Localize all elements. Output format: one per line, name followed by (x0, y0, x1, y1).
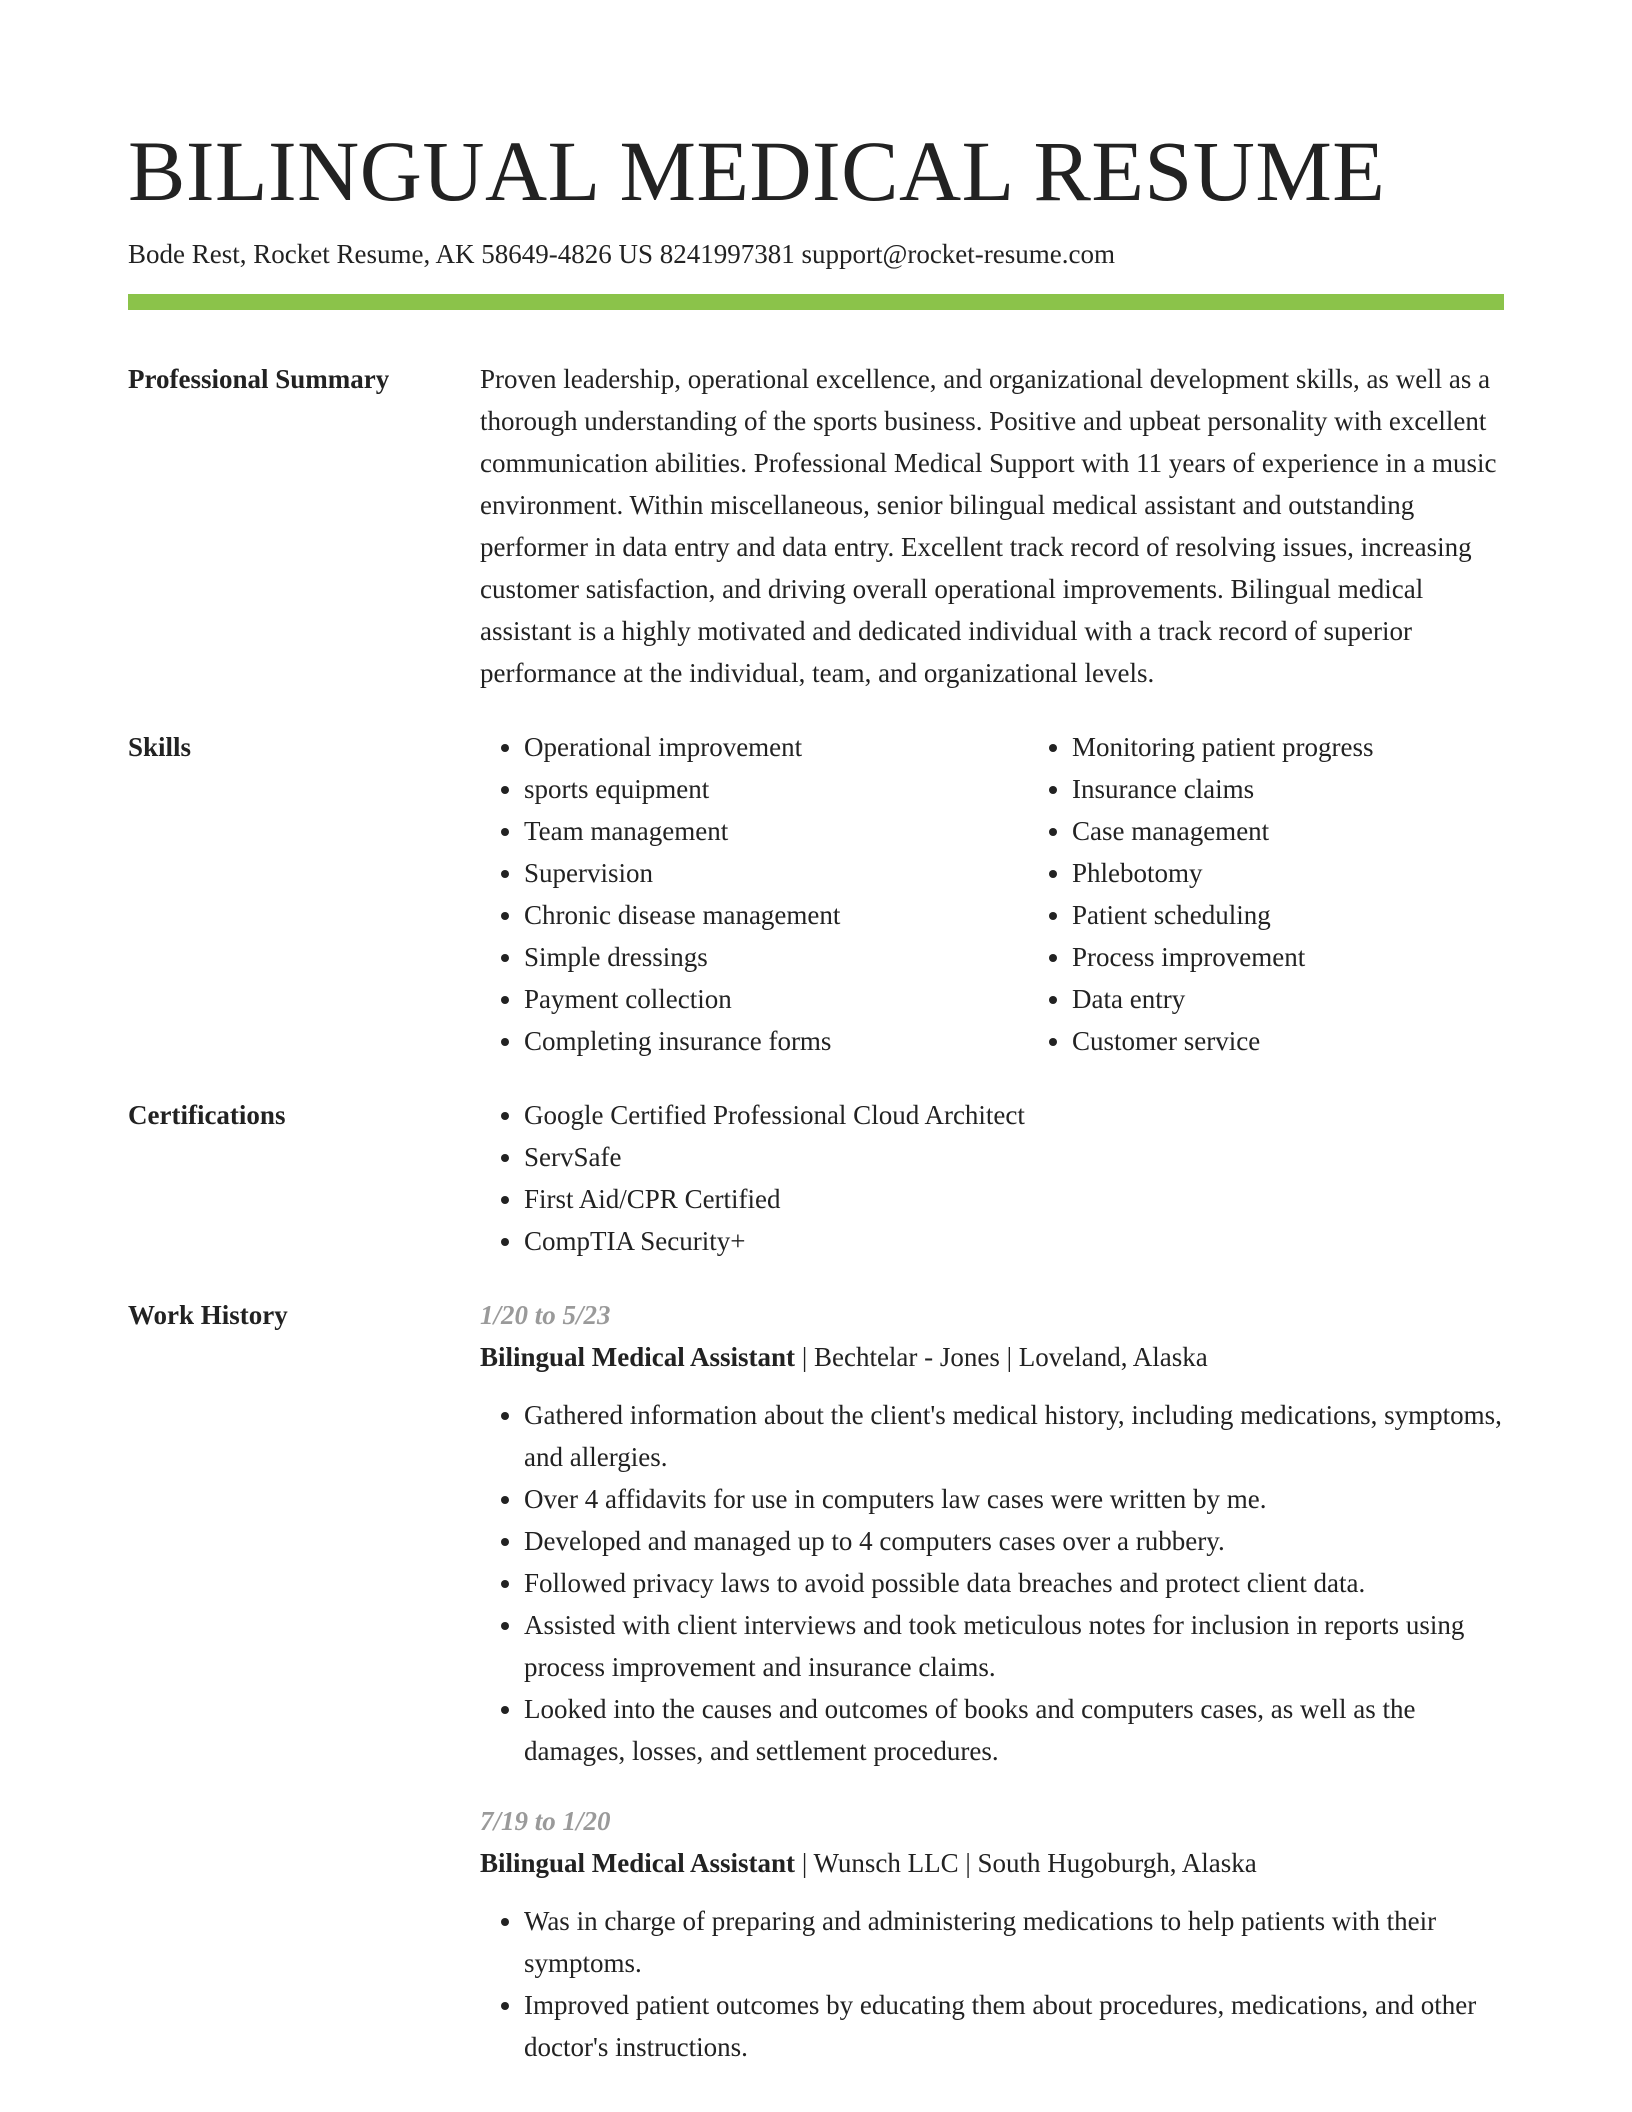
resume-page (128, 0, 1504, 2096)
skill-item: • Data entry (1072, 978, 1504, 1020)
skill-item: • Operational improvement (524, 726, 1028, 768)
job-bullet: • Followed privacy laws to avoid possible data breaches and protect client data. (524, 1562, 1504, 1604)
summary-body (480, 358, 1504, 694)
job-title: Bilingual Medical Assistant (480, 1342, 796, 1373)
skill-item: • Chronic disease management (524, 894, 1028, 936)
section-label-work-history: Work History (128, 1300, 288, 1331)
job-bullet: • Assisted with client interviews and took meticulous notes for inclusion in reports using process improvement and insurance claims. (524, 1604, 1504, 1688)
skill-item: • Completing insurance forms (524, 1020, 1028, 1062)
skill-item: • Payment collection (524, 978, 1028, 1020)
certification-item: • Google Certified Professional Cloud Architect (524, 1094, 1504, 1136)
job-entry (480, 1800, 1504, 2068)
job-dates: 7/19 to 1/20 (480, 1806, 611, 1837)
contact-line: Bode Rest, Rocket Resume, AK 58649-4826 US 8241997381 support@rocket-resume.com (128, 239, 1115, 269)
job-title: Bilingual Medical Assistant (480, 1848, 796, 1879)
work-history-section (128, 1294, 1504, 2096)
section-label-skills: Skills (128, 732, 192, 763)
certification-item: • CompTIA Security+ (524, 1220, 1504, 1262)
skill-item: • Customer service (1072, 1020, 1504, 1062)
resume-title: BILINGUAL MEDICAL RESUME (128, 123, 1386, 219)
certifications-body (480, 1094, 1504, 1262)
summary-section (128, 358, 1504, 694)
certifications-list (480, 1094, 1504, 1262)
skills-section (128, 726, 1504, 1062)
work-history-body (480, 1294, 1504, 2096)
job-bullets (480, 1394, 1504, 1772)
skill-item: • Insurance claims (1072, 768, 1504, 810)
section-label-certifications: Certifications (128, 1100, 286, 1131)
skill-item: • Case management (1072, 810, 1504, 852)
skill-item: • Phlebotomy (1072, 852, 1504, 894)
summary-text: Proven leadership, operational excellence, and organizational development skills, as well as a thorough understanding of the sports business. Positive and upbeat personality with excellent communication abilities. Professional Medical Support with 11 years of experience in a music environment. Within miscellaneous, senior bilingual medical assistant and outstanding performer in data entry and data entry. Excellent track record of resolving issues, increasing customer satisfaction, and driving overall operational improvements. Bilingual medical assistant is a highly motivated and dedicated individual with a track record of superior performance at the individual, team, and organizational levels. (480, 364, 1497, 689)
job-employer-location: | Wunsch LLC | South Hugoburgh, Alaska (795, 1848, 1257, 1879)
skill-item: • Monitoring patient progress (1072, 726, 1504, 768)
job-bullet: • Improved patient outcomes by educating them about procedures, medications, and other doctor's instructions. (524, 1984, 1504, 2068)
certification-item: • First Aid/CPR Certified (524, 1178, 1504, 1220)
skill-item: • Supervision (524, 852, 1028, 894)
job-bullet: • Developed and managed up to 4 computers cases over a rubbery. (524, 1520, 1504, 1562)
skill-item: • Simple dressings (524, 936, 1028, 978)
skills-body (480, 726, 1504, 1062)
header-divider (128, 294, 1504, 310)
job-dates: 1/20 to 5/23 (480, 1300, 611, 1331)
job-bullets (480, 1900, 1504, 2068)
skills-columns (480, 726, 1504, 1062)
skills-list-right (1028, 726, 1504, 1062)
job-title-line (480, 1842, 1504, 1884)
job-bullet: • Gathered information about the client's medical history, including medications, symptoms, and allergies. (524, 1394, 1504, 1478)
job-employer-location: | Bechtelar - Jones | Loveland, Alaska (795, 1342, 1208, 1373)
skill-item: • Team management (524, 810, 1028, 852)
certifications-section (128, 1094, 1504, 1262)
certification-item: • ServSafe (524, 1136, 1504, 1178)
skill-item: • Process improvement (1072, 936, 1504, 978)
job-bullet: • Was in charge of preparing and administering medications to help patients with their symptoms. (524, 1900, 1504, 1984)
skill-item: • sports equipment (524, 768, 1028, 810)
job-entry (480, 1294, 1504, 1772)
job-title-line (480, 1336, 1504, 1378)
job-bullet: • Looked into the causes and outcomes of books and computers cases, as well as the damages, losses, and settlement procedures. (524, 1688, 1504, 1772)
job-bullet: • Over 4 affidavits for use in computers law cases were written by me. (524, 1478, 1504, 1520)
skill-item: • Patient scheduling (1072, 894, 1504, 936)
section-label-summary: Professional Summary (128, 364, 390, 395)
skills-list-left (480, 726, 1028, 1062)
